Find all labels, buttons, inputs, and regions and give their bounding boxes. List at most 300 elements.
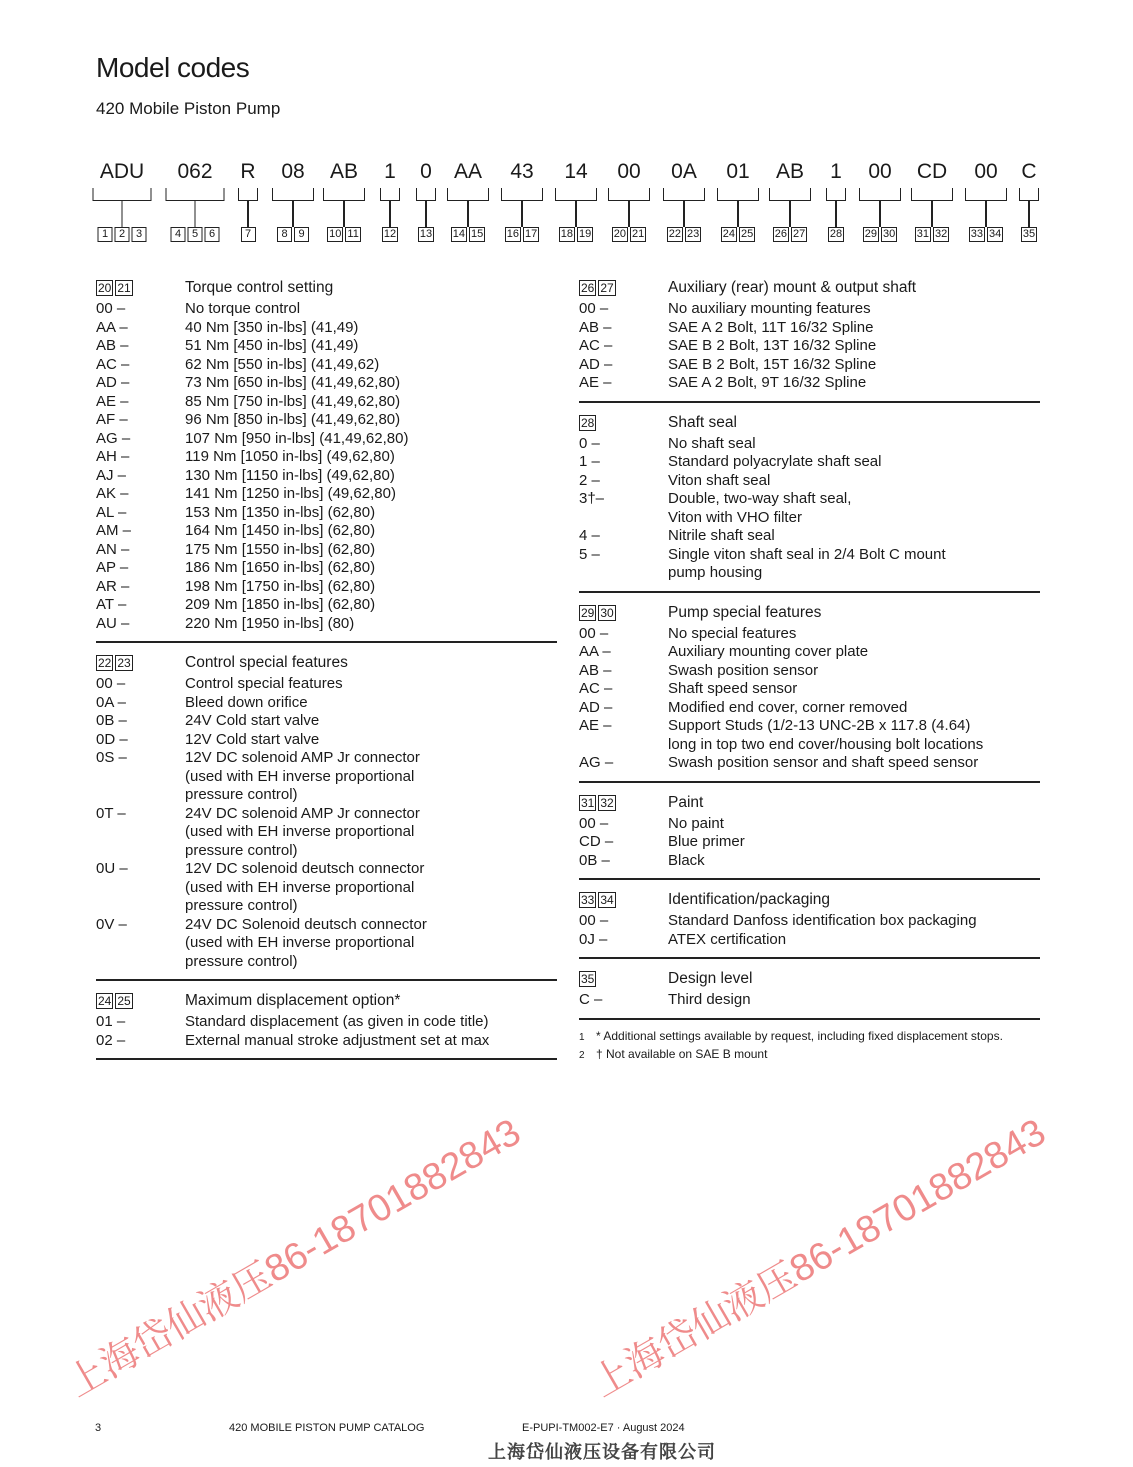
option-code: 3†– [579,490,605,507]
option-description: 73 Nm [650 in-lbs] (41,49,62,80) [185,374,401,391]
option-description: Third design [668,991,751,1008]
position-box: 11 [347,228,359,240]
code-segment [1019,158,1039,242]
position-box: 23 [117,656,131,670]
code-bracket [911,188,953,201]
watermark: 上海岱仙液压86-18701882843 [585,1111,1053,1406]
position-box: 21 [632,228,645,240]
code-bracket [323,188,365,201]
position-box: 14 [452,228,465,240]
option-description: No paint [668,814,724,832]
option-description: 24V DC solenoid AMP Jr connector (used with EH inverse proportional pressure control) [185,804,420,859]
position-box: 17 [525,228,538,240]
option-description: 119 Nm [1050 in-lbs] (49,62,80) [185,448,395,465]
position-boxes [505,227,540,242]
section-title: Shaft seal [668,413,737,431]
position-box: 3 [132,227,147,242]
option-description: Blue primer [668,833,745,850]
position-box: 6 [205,227,220,242]
position-boxes [171,227,220,242]
catalog-name: 420 MOBILE PISTON PUMP CATALOG [229,1422,425,1434]
code-section [579,601,1040,783]
option-code: AD – [579,698,613,716]
option-row [579,680,1040,699]
option-code: 00 – [579,624,609,642]
option-row [96,675,557,694]
document-id: E-PUPI-TM002-E7 · August 2024 [522,1422,685,1434]
option-code: 00 – [96,300,126,317]
code-bracket [859,188,901,201]
option-description: Modified end cover, corner removed [668,698,908,716]
code-bracket [272,188,314,201]
option-description: ATEX certification [668,930,787,948]
option-row [96,916,557,972]
position-boxes [96,280,185,296]
option-code: AB – [579,661,612,679]
position-box: 29 [581,605,595,620]
position-box: 1 [98,227,113,242]
option-row [579,643,1040,662]
code-value: CD [916,160,948,183]
option-code: 0V – [96,915,127,933]
position-box: 32 [600,795,614,810]
page-subtitle: 420 Mobile Piston Pump [96,99,281,118]
option-code: AJ – [96,466,127,484]
code-bracket-stem [467,201,468,227]
position-boxes [721,227,756,242]
option-code: 0J – [579,930,608,948]
option-row [96,1032,557,1051]
position-boxes [451,227,486,242]
option-row [579,833,1040,852]
code-section [579,276,1040,403]
option-row [96,356,557,375]
option-description: 40 Nm [350 in-lbs] (41,49) [185,318,359,336]
option-row [96,749,557,805]
code-section [579,888,1040,959]
option-description: Support Studs (1/2-13 UNC-2B x 117.8 (4.64) long in top two end cover/housing bolt locations [668,717,984,753]
option-description: 12V DC solenoid deutsch connector (used with EH inverse proportional pressure control) [185,860,425,914]
code-section [96,989,557,1060]
option-row [96,319,557,338]
position-box: 27 [600,281,614,295]
option-code: AB – [579,318,612,336]
position-boxes [667,227,702,242]
option-code: 00 – [579,814,609,832]
position-box: 10 [329,228,342,240]
option-row [579,435,1040,454]
code-section [579,791,1040,881]
position-box: 23 [687,228,700,240]
code-value: ADU [99,160,145,183]
option-code: AA – [96,318,128,336]
code-bracket [416,188,436,201]
option-row [579,717,1040,754]
code-bracket [717,188,759,201]
company-stamp: 上海岱仙液压设备有限公司 [488,1442,716,1462]
section-header [579,791,1040,815]
position-box: 25 [117,994,131,1008]
code-value: AA [453,160,482,183]
option-row [96,731,557,750]
option-code: AC – [579,680,613,697]
code-segment [965,158,1007,242]
code-bracket [447,188,489,201]
position-boxes [98,227,147,242]
position-boxes [579,971,668,987]
option-description: 186 Nm [1650 in-lbs] (62,80) [185,559,376,576]
code-segment [555,158,597,242]
option-code: 0B – [96,712,127,729]
option-row [96,694,557,713]
code-bracket-stem [425,201,426,227]
option-row [579,490,1040,527]
position-boxes [241,227,256,242]
option-row [579,374,1040,393]
footnote-text: † Not available on SAE B mount [596,1046,768,1061]
code-value: 00 [617,160,641,183]
position-boxes [863,227,898,242]
code-bracket [93,188,152,201]
position-boxes [579,280,668,296]
option-description: 164 Nm [1450 in-lbs] (62,80) [185,522,376,539]
option-row [96,504,557,523]
position-box: 31 [581,795,595,810]
position-boxes [579,892,668,908]
option-code: AL – [96,503,127,521]
position-boxes [1021,227,1037,242]
footnote-number: 2 [579,1049,585,1061]
position-box: 21 [117,281,131,295]
option-code: AA – [579,643,611,660]
option-row [96,578,557,597]
option-code: AC – [579,337,613,354]
position-box: 24 [722,228,735,240]
position-box: 16 [506,228,519,240]
option-description: No shaft seal [668,434,756,452]
section-header [96,989,557,1013]
option-row [96,1013,557,1032]
option-row [96,467,557,486]
option-code: 02 – [96,1031,126,1049]
code-section [579,411,1040,593]
option-code: 1 – [579,453,600,470]
code-segment [166,158,225,242]
position-boxes [418,227,434,242]
option-row [579,754,1040,773]
option-description: Double, two-way shaft seal, Viton with VHO filter [668,490,852,526]
code-bracket-stem [575,201,576,227]
code-section [96,651,557,981]
option-code: 0T – [96,804,126,822]
code-value: 0A [671,160,697,183]
option-description: Auxiliary mounting cover plate [668,643,869,660]
section-title: Control special features [185,654,348,671]
position-box: 28 [581,415,595,430]
option-description: 85 Nm [750 in-lbs] (41,49,62,80) [185,392,401,410]
option-description: No special features [668,624,797,642]
option-description: Swash position sensor and shaft speed sensor [668,754,979,771]
option-code: AT – [96,596,127,613]
position-boxes [277,227,309,242]
option-description: Control special features [185,675,343,692]
option-description: Standard Danfoss identification box packaging [668,912,977,929]
option-description: Swash position sensor [668,661,819,679]
code-bracket-stem [879,201,880,227]
code-segment [323,158,365,242]
option-description: Nitrile shaft seal [668,527,775,544]
position-boxes [327,227,361,242]
option-row [579,699,1040,718]
option-code: 0B – [579,851,610,869]
position-box: 33 [970,228,983,240]
code-segment [859,158,901,242]
position-box: 30 [600,605,614,620]
option-row [579,527,1040,546]
option-row [96,615,557,634]
position-boxes [612,227,647,242]
code-segment [663,158,705,242]
option-description: 24V DC Solenoid deutsch connector (used with EH inverse proportional pressure control) [185,915,427,970]
page-number: 3 [95,1422,102,1434]
option-description: SAE B 2 Bolt, 13T 16/32 Spline [668,337,877,354]
section-header [579,601,1040,625]
code-bracket-stem [343,201,344,227]
footnote-number: 1 [579,1031,585,1043]
option-row [96,712,557,731]
option-code: AK – [96,485,129,502]
code-value: 1 [384,160,396,183]
code-bracket-stem [292,201,293,227]
option-row [579,852,1040,871]
code-bracket-stem [931,201,932,227]
option-description: Standard displacement (as given in code title) [185,1013,489,1030]
page-title: Model codes [96,52,250,83]
option-code: AG – [579,754,614,771]
position-boxes [915,227,950,242]
position-box: 25 [741,228,754,240]
option-code: 01 – [96,1013,126,1030]
code-bracket [166,188,225,201]
position-boxes [828,227,844,242]
code-value: AB [775,160,804,183]
code-value: C [1021,160,1037,183]
code-value: 1 [830,160,842,183]
option-description: Single viton shaft seal in 2/4 Bolt C mount pump housing [668,545,946,581]
footnotes [579,1028,1040,1064]
position-box: 9 [294,227,309,242]
code-value: 14 [564,160,588,183]
section-header [579,276,1040,300]
option-row [96,430,557,449]
code-value: AB [329,160,358,183]
option-row [579,356,1040,375]
position-box: 19 [579,228,592,240]
option-row [579,319,1040,338]
code-bracket [965,188,1007,201]
option-description: 153 Nm [1350 in-lbs] (62,80) [185,503,376,521]
option-description: SAE A 2 Bolt, 9T 16/32 Spline [668,374,867,391]
option-code: 0D – [96,730,128,748]
code-bracket-stem [389,201,390,227]
option-row [96,393,557,412]
option-code: AC – [96,355,130,373]
code-bracket [501,188,543,201]
section-title: Auxiliary (rear) mount & output shaft [668,279,917,296]
option-code: AB – [96,337,129,354]
code-bracket [608,188,650,201]
section-header [579,888,1040,912]
code-bracket-stem [1028,201,1029,227]
position-box: 13 [419,228,433,240]
position-boxes [579,605,668,621]
option-code: AE – [579,717,612,734]
code-bracket [1019,188,1039,201]
option-row [579,991,1040,1010]
position-boxes [969,227,1004,242]
option-description: Viton shaft seal [668,471,771,489]
option-code: 00 – [579,300,609,317]
code-bracket-stem [247,201,248,227]
option-code: C – [579,991,603,1008]
position-box: 29 [864,228,877,240]
option-code: AU – [96,614,130,632]
section-title: Pump special features [668,603,822,621]
option-description: 209 Nm [1850 in-lbs] (62,80) [185,596,376,613]
position-box: 35 [581,972,595,986]
option-description: Black [668,851,705,869]
code-value: 0 [420,160,432,183]
option-code: AD – [96,374,130,391]
option-description: No torque control [185,300,301,317]
section-title: Design level [668,970,753,987]
position-box: 22 [98,656,112,670]
option-code: CD – [579,833,614,850]
code-value: 062 [177,160,213,183]
code-segment [93,158,152,242]
left-column [96,276,557,1068]
option-code: AP – [96,559,129,576]
code-segment [501,158,543,242]
option-description: 198 Nm [1750 in-lbs] (62,80) [185,577,376,595]
position-box: 27 [793,228,806,240]
code-section [579,967,1040,1020]
position-box: 34 [989,228,1002,240]
code-value: R [240,160,256,183]
option-description: 107 Nm [950 in-lbs] (41,49,62,80) [185,429,409,447]
code-segment [826,158,846,242]
position-box: 12 [383,228,397,240]
option-row [96,559,557,578]
code-value: 43 [510,160,534,183]
position-box: 8 [277,227,292,242]
code-bracket-stem [737,201,738,227]
position-box: 5 [188,227,203,242]
position-box: 7 [241,227,256,242]
option-description: 62 Nm [550 in-lbs] (41,49,62) [185,355,380,373]
section-header [96,651,557,675]
option-row [579,546,1040,583]
option-row [96,522,557,541]
position-box: 28 [829,228,843,240]
code-value: 00 [868,160,892,183]
code-value: 00 [974,160,998,183]
position-box: 34 [600,893,614,907]
option-description: SAE A 2 Bolt, 11T 16/32 Spline [668,318,874,336]
code-bracket [769,188,811,201]
code-segment [380,158,400,242]
position-boxes [96,655,185,671]
code-bracket-stem [985,201,986,227]
position-box: 35 [1022,228,1036,240]
option-row [96,860,557,916]
code-segment [238,158,258,242]
option-description: Shaft speed sensor [668,680,798,697]
option-description: 220 Nm [1950 in-lbs] (80) [185,614,355,632]
option-code: 5 – [579,545,600,563]
option-description: 24V Cold start valve [185,712,320,729]
option-description: 141 Nm [1250 in-lbs] (49,62,80) [185,485,396,502]
code-bracket [238,188,258,201]
code-bracket-stem [521,201,522,227]
position-box: 4 [171,227,186,242]
code-segment [447,158,489,242]
option-row [96,374,557,393]
section-title: Paint [668,793,704,811]
option-code: 2 – [579,471,600,489]
code-value: 08 [281,160,305,183]
code-bracket-stem [121,201,122,227]
footnote-text: * Additional settings available by request, including fixed displacement stops. [596,1028,1003,1043]
option-description: 175 Nm [1550 in-lbs] (62,80) [185,540,376,558]
position-box: 31 [916,228,929,240]
option-code: 0U – [96,860,128,877]
position-box: 15 [471,228,484,240]
option-description: SAE B 2 Bolt, 15T 16/32 Spline [668,355,877,373]
option-row [96,485,557,504]
section-title: Maximum displacement option* [185,992,401,1009]
position-boxes [382,227,398,242]
code-value: 01 [726,160,750,183]
section-header [579,967,1040,991]
option-code: 00 – [579,912,609,929]
position-boxes [579,415,668,431]
code-bracket-stem [194,201,195,227]
option-description: 130 Nm [1150 in-lbs] (49,62,80) [185,466,395,484]
option-row [96,448,557,467]
option-row [96,300,557,319]
option-description: 12V DC solenoid AMP Jr connector (used with EH inverse proportional pressure control) [185,749,420,803]
option-row [96,541,557,560]
code-segment [416,158,436,242]
code-bracket [380,188,400,201]
position-box: 26 [581,281,595,295]
position-box: 26 [774,228,787,240]
option-row [96,596,557,615]
code-bracket [826,188,846,201]
position-box: 2 [115,227,130,242]
option-code: AG – [96,429,131,447]
option-code: 0A – [96,693,127,711]
option-row [579,625,1040,644]
option-description: 51 Nm [450 in-lbs] (41,49) [185,337,359,354]
option-row [579,337,1040,356]
section-title: Torque control setting [185,279,334,296]
footnote [579,1028,1040,1046]
position-boxes [559,227,594,242]
option-code: AE – [96,392,129,410]
code-bracket-stem [628,201,629,227]
